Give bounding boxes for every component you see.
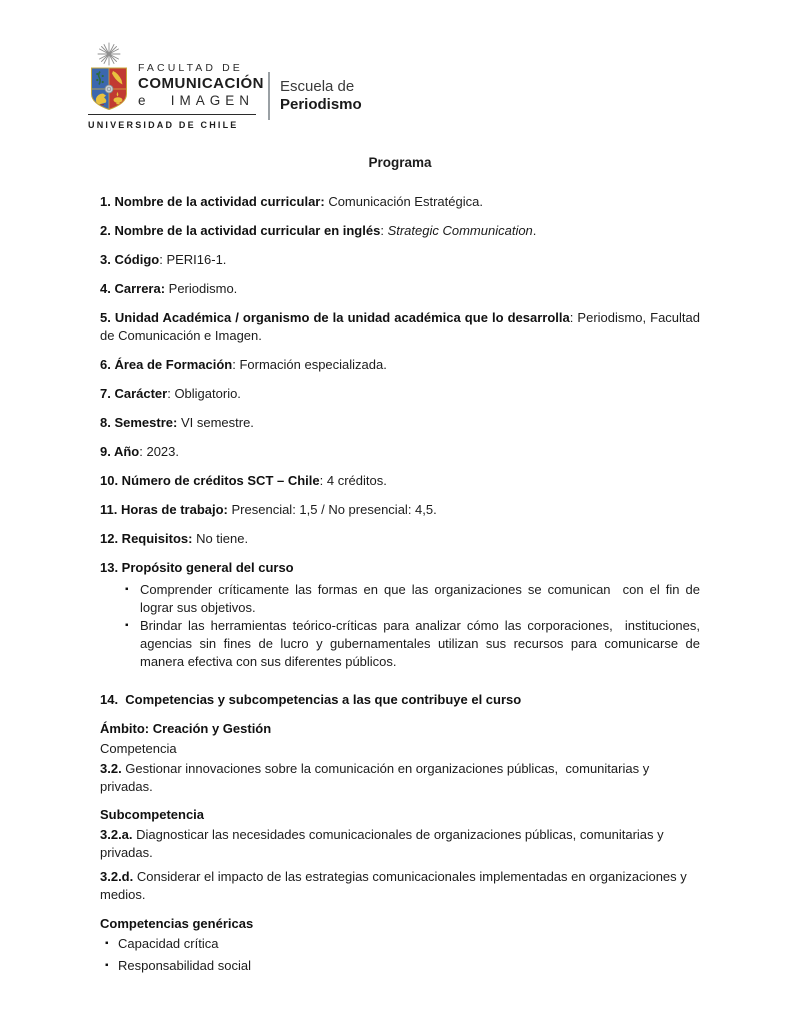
bullet-icon: ▪	[105, 960, 109, 971]
logo-underline	[88, 114, 256, 115]
generica-item-2: ▪ Responsabilidad social	[105, 958, 251, 973]
school-line-2: Periodismo	[280, 96, 362, 113]
subcompetencia-3-2-d: 3.2.d. Considerar el impacto de las estrategias comunicacionales implementadas en organizaciones y medios.	[100, 869, 687, 902]
subcompetencia-label: Subcompetencia	[100, 807, 205, 822]
faculty-line-2: COMUNICACIÓN	[138, 75, 264, 92]
page-title: Programa	[368, 155, 432, 170]
genericas-list	[100, 935, 700, 975]
header-logos	[88, 42, 700, 134]
school-line-1: Escuela de	[280, 78, 355, 95]
universidad-de-chile-crest-icon	[88, 42, 132, 110]
field-creditos: 10. Número de créditos SCT – Chile: 4 créditos.	[100, 473, 387, 488]
field-carrera: 4. Carrera: Periodismo.	[100, 281, 238, 296]
ambito-heading: Ámbito: Creación y Gestión	[100, 721, 272, 736]
faculty-wordmark	[138, 62, 264, 110]
faculty-e: e	[138, 93, 146, 108]
section-14-heading: 14. Competencias y subcompetencias a las que contribuye el curso	[100, 692, 522, 707]
subcompetencia-3-2-a: 3.2.a. Diagnosticar las necesidades comunicacionales de organizaciones públicas, comunitarias y privadas.	[100, 827, 664, 860]
field-area-formacion: 6. Área de Formación: Formación especializada.	[100, 357, 387, 372]
fci-logo-top	[88, 42, 264, 110]
field-horas-trabajo: 11. Horas de trabajo: Presencial: 1,5 / No presencial: 4,5.	[100, 502, 437, 517]
logo-vertical-divider	[268, 72, 270, 120]
competencia-3-2: 3.2. Gestionar innovaciones sobre la comunicación en organizaciones públicas, comunitarias y privadas.	[100, 761, 653, 794]
bullet-icon: ▪	[125, 584, 129, 595]
fci-logo	[88, 42, 264, 130]
field-requisitos: 12. Requisitos: No tiene.	[100, 531, 249, 546]
university-name: UNIVERSIDAD DE CHILE	[88, 120, 239, 130]
bullet-icon: ▪	[125, 620, 129, 631]
field-semestre: 8. Semestre: VI semestre.	[100, 415, 254, 430]
field-codigo: 3. Código: PERI16-1.	[100, 252, 227, 267]
field-nombre-ingles: 2. Nombre de la actividad curricular en inglés: Strategic Communication.	[100, 223, 537, 238]
genericas-heading: Competencias genéricas	[100, 916, 254, 931]
faculty-line-1: FACULTAD DE	[138, 62, 243, 74]
field-caracter: 7. Carácter: Obligatorio.	[100, 386, 241, 401]
bullet-icon: ▪	[105, 938, 109, 949]
english-course-name: Strategic Communication	[387, 223, 533, 238]
section-13-heading: 13. Propósito general del curso	[100, 560, 294, 575]
school-wordmark	[280, 78, 362, 114]
faculty-line-3	[138, 93, 254, 108]
field-ano: 9. Año: 2023.	[100, 444, 180, 459]
competencia-label: Competencia	[100, 741, 177, 756]
purpose-bullet-2: ▪ Brindar las herramientas teórico-críticas para analizar cómo las corporaciones, instituciones, agencias sin fines de lucro y gubernamentales utilizan sus recursos para comunicarse de manera efectiva con sus diferentes públicos.	[125, 618, 704, 669]
purpose-bullet-list	[100, 581, 704, 671]
purpose-bullet-1: ▪ Comprender críticamente las formas en que las organizaciones se comunican con el fin de lograr sus objetivos.	[125, 582, 704, 615]
field-nombre-actividad: 1. Nombre de la actividad curricular: Comunicación Estratégica.	[100, 194, 483, 209]
generica-item-1: ▪ Capacidad crítica	[105, 936, 219, 951]
faculty-imagen: IMAGEN	[170, 93, 254, 108]
field-unidad-academica: 5. Unidad Académica / organismo de la unidad académica que lo desarrolla: Periodismo, Facultad de Comunicación e Imagen.	[100, 310, 700, 343]
